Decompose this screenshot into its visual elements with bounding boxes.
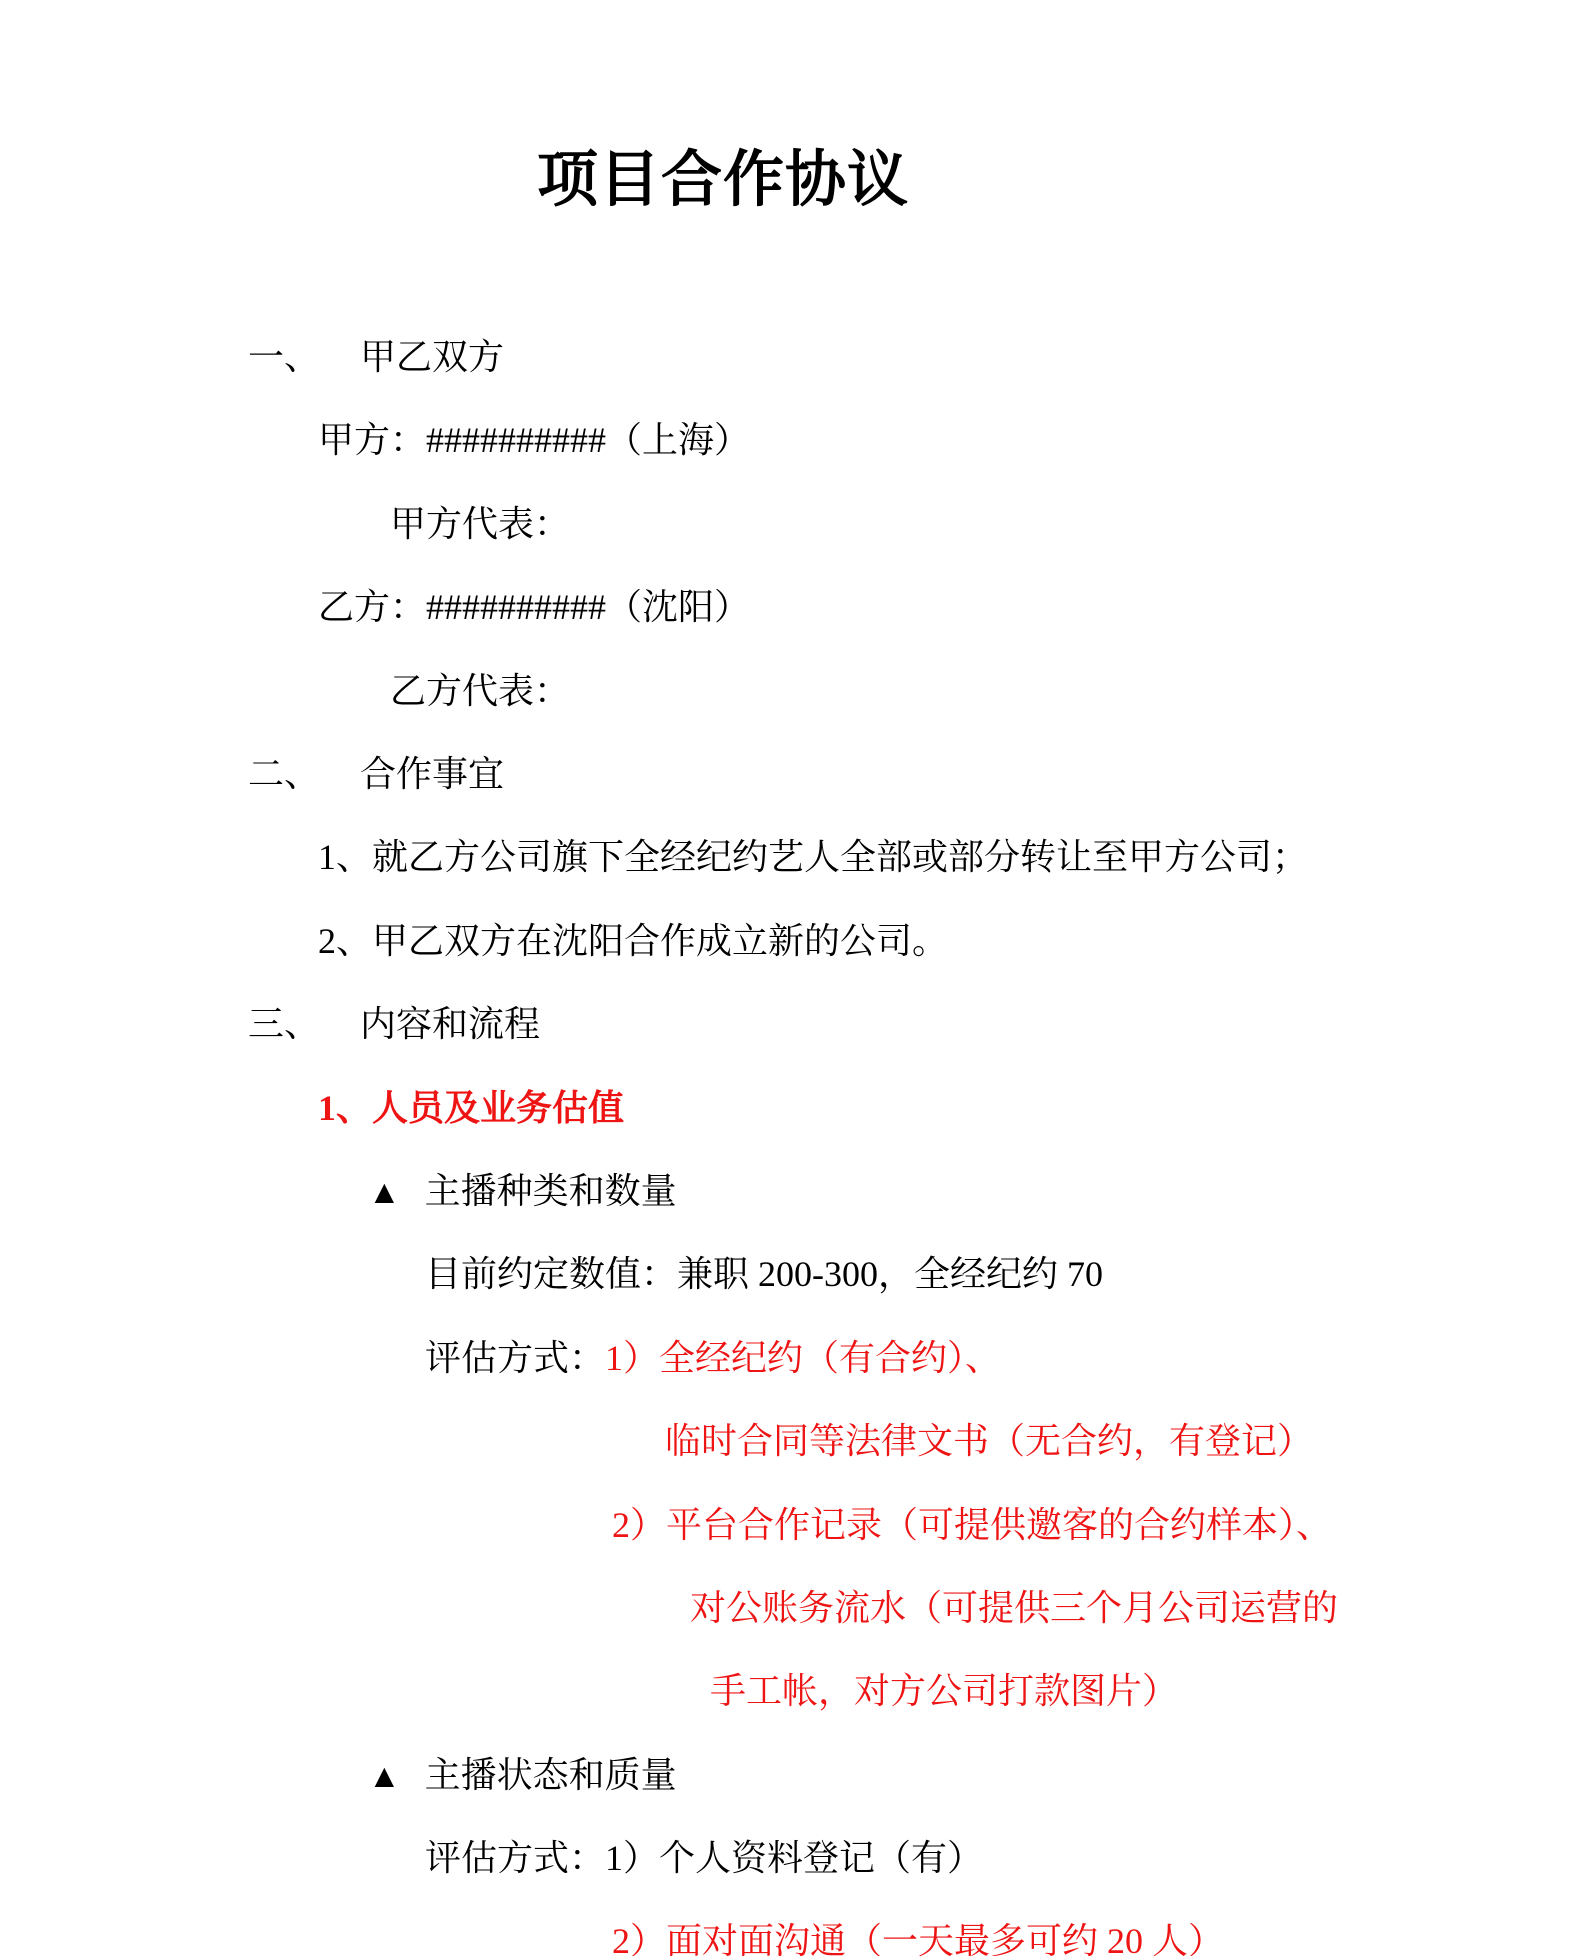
section-heading-parties [248, 334, 504, 381]
agreed-values-line: 目前约定数值：兼职 200-300，全经纪约 70 [425, 1254, 1103, 1294]
document-title: 项目合作协议 [537, 146, 910, 214]
party-b-line: 乙方：##########（沈阳） [318, 587, 751, 627]
evaluation-item-2: 2）平台合作记录（可提供邀客的合约样本）、 [612, 1505, 1333, 1545]
section-heading-content-process [248, 1001, 540, 1048]
subsection-heading-valuation: 1、人员及业务估值 [318, 1088, 625, 1128]
section-label: 内容和流程 [360, 1004, 541, 1044]
evaluation-method-label: 评估方式： [425, 1338, 606, 1378]
cooperation-item-2: 2、甲乙双方在沈阳合作成立新的公司。 [318, 921, 949, 961]
party-b-representative-line: 乙方代表： [390, 671, 571, 711]
section-heading-cooperation [248, 751, 504, 798]
party-a-representative-line: 甲方代表： [390, 504, 571, 544]
anchor-status-quality-line [368, 1752, 677, 1801]
cooperation-item-1: 1、就乙方公司旗下全经纪约艺人全部或部分转让至甲方公司； [318, 837, 1309, 877]
evaluation-continuation-3: 手工帐，对方公司打款图片） [710, 1671, 1179, 1711]
evaluation-item-3: 2）面对面沟通（一天最多可约 20 人） [612, 1921, 1225, 1956]
party-a-line: 甲方：##########（上海） [318, 420, 751, 460]
section-number: 三、 [248, 1004, 321, 1044]
section-label: 甲乙双方 [360, 337, 505, 377]
evaluation-method-line-1 [425, 1335, 1001, 1382]
evaluation-method-line-2: 评估方式：1）个人资料登记（有） [425, 1838, 984, 1878]
triangle-bullet-icon: ▲ [368, 1175, 401, 1211]
evaluation-continuation-2: 对公账务流水（可提供三个月公司运营的 [690, 1588, 1339, 1628]
section-number: 一、 [248, 337, 321, 377]
anchor-status-quality-heading: 主播状态和质量 [424, 1755, 677, 1795]
section-label: 合作事宜 [360, 754, 505, 794]
triangle-bullet-icon: ▲ [368, 1759, 401, 1795]
evaluation-continuation-1: 临时合同等法律文书（无合约，有登记） [665, 1421, 1314, 1461]
section-number: 二、 [248, 754, 321, 794]
evaluation-item-1: 1）全经纪约（有合约）、 [605, 1338, 1002, 1378]
anchor-type-count-heading: 主播种类和数量 [424, 1171, 677, 1211]
anchor-type-count-line [368, 1168, 677, 1217]
